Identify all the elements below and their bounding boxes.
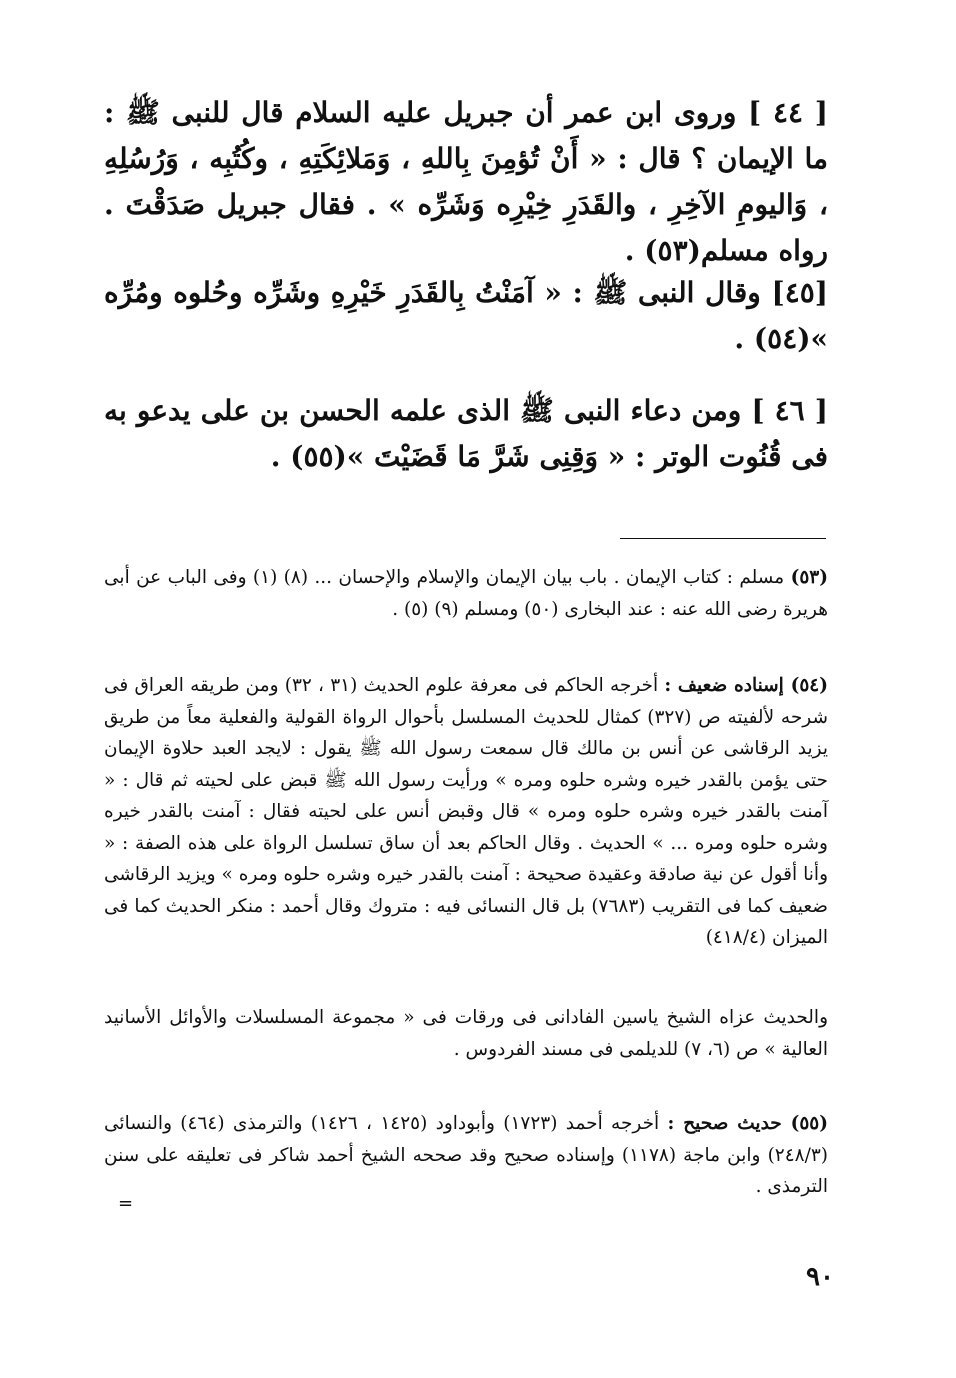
hadith-44-text: وروى ابن عمر أن جبريل عليه السلام قال للنبى ﷺ : ما الإيمان ؟ قال : « أَنْ تُؤمِنَ بِاللهِ ، وَمَلائِكَتِهِ ، وكُتُبِه ، وَرُسُلِهِ ، وَاليومِ الآخِرِ ، والقَدَرِ خِيْرِه وَشَرِّه » . فقال جبريل صَدَقْتَ . رواه مسلم(٥٣) . — [104, 96, 828, 267]
footnote-54-continuation — [104, 1002, 828, 1065]
footnote-55-text: أخرجه أحمد (١٧٢٣) وأبوداود (١٤٢٥ ، ١٤٢٦) والترمذى (٤٦٤) والنسائى (٢٤٨/٣) وابن ماجة (١١٧٨) وإسناده صحيح وقد صححه الشيخ أحمد شاكر فى تعليقه على سنن الترمذى . — [104, 1113, 828, 1197]
footnote-54-continuation-text: والحديث عزاه الشيخ ياسين الفادانى فى ورقات فى « مجموعة المسلسلات والأوائل الأسانيد العالية » ص (٦، ٧) للديلمى فى مسند الفردوس . — [104, 1007, 828, 1060]
footnote-53 — [104, 562, 828, 625]
footnote-separator — [620, 538, 826, 539]
hadith-44-number: [ ٤٤ ] — [748, 96, 828, 129]
hadith-46-text: ومن دعاء النبى ﷺ الذى علمه الحسن بن على يدعو به فى قُنُوت الوتر : « وَقِنِى شَرَّ مَا قَضَيْتَ »(٥٥) . — [104, 394, 828, 473]
hadith-45-paragraph — [104, 270, 828, 362]
page-number: ٩٠ — [806, 1262, 834, 1292]
footnote-54-text: أخرجه الحاكم فى معرفة علوم الحديث (٣١ ، ٣٢) ومن طريقه العراق فى شرحه لألفيته ص (٣٢٧) كمثال للحديث المسلسل بأحوال الرواة القولية والفعلية معاً من طريق يزيد الرقاشى عن أنس بن مالك قال سمعت رسول الله ﷺ يقول : لايجد العبد حلاوة الإيمان حتى يؤمن بالقدر خيره وشره حلوه ومره » ورأيت رسول الله ﷺ قبض على لحيته ثم قال : « آمنت بالقدر خيره وشره حلوه ومره » قال وقبض أنس على لحيته فقال : آمنت بالقدر خيره وشره حلوه ومره ... » الحديث . وقال الحاكم بعد أن ساق تسلسل الرواة على هذه الصفة : « وأنا أقول عن نية صادقة وعقيدة صحيحة : آمنت بالقدر خيره وشره حلوه ومره » ويزيد الرقاشى ضعيف كما فى التقريب (٧٦٨٣) بل قال النسائى فيه : متروك وقال أحمد : منكر الحديث كما فى الميزان (٤١٨/٤) — [104, 675, 829, 948]
footnote-53-text: مسلم : كتاب الإيمان . باب بيان الإيمان والإسلام والإحسان ... (٨) (١) وفى الباب عن أبى هريرة رضى الله عنه : عند البخارى (٥٠) ومسلم (٩) (٥) . — [104, 567, 828, 620]
hadith-44-paragraph — [104, 90, 828, 274]
footnote-55 — [104, 1108, 828, 1203]
footnote-53-marker: (٥٣) — [790, 567, 828, 588]
footnote-54-marker: (٥٤) إسناده ضعيف : — [664, 675, 828, 696]
hadith-46-paragraph — [104, 388, 828, 480]
hadith-46-number: [ ٤٦ ] — [751, 394, 829, 427]
hadith-45-number: [٤٥] — [771, 276, 829, 309]
hadith-45-text: وقال النبى ﷺ : « آمَنْتُ بِالقَدَرِ خَيْرِهِ وشَرِّه وحُلوه ومُرِّه »(٥٤) . — [104, 276, 828, 355]
continuation-mark: = — [118, 1193, 134, 1214]
footnote-54 — [104, 670, 828, 954]
footnote-55-marker: (٥٥) حديث صحيح : — [667, 1113, 828, 1134]
